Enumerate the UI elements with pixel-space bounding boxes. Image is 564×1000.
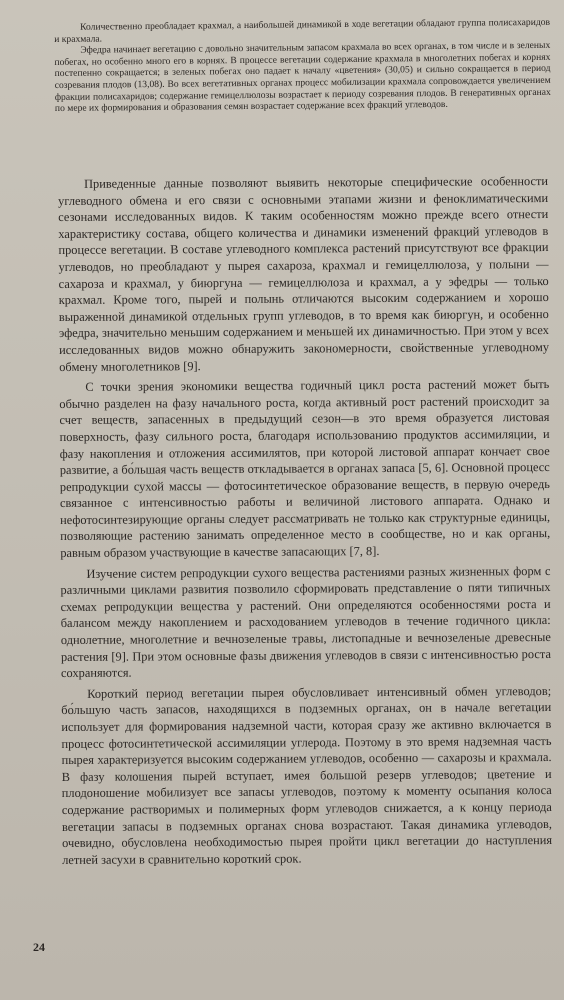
paragraph-1: Приведенные данные позволяют выявить некоторые специфические особенности углеводного обмена и его связи с основными этапами жизни и феноклиматическими сезонами исследованных видов. К таким особенностям можно прежде всего отнести характеристику состава, общего количества и динамики изменений фракций углеводов в процессе вегетации. В составе углеводного комплекса растений присутствуют все фракции углеводов, но преобладают у пырея сахароза, крахмал и гемицеллюлоза, у полыни — сахароза и крахмал, у биюргуна — гемицеллюлоза и крахмал, а у эфедры — только крахмал. Кроме того, пырей и полынь отличаются высоким содержанием и хорошо выраженной динамикой отдельных групп углеводов, в то время как биюргун, и особенно эфедра, значительно меньшим содержанием и меньшей их динамичностью. При этом у всех исследованных видов можно обнаружить закономерности, свойственные углеводному обмену многолетников [9]. xyxy=(58,174,550,374)
paragraph-3: Изучение систем репродукции сухого вещества растениями разных жизненных форм с различными циклами развития позволило сформировать представление о пяти типичных схемах репродукции вещества у растений. Они определяются особенностями роста и балансом между накоплением и расходованием углеводов в течение годичного цикла: однолетние, многолетние и вечнозеленые травы, листопадные и вечнозеленые древесные растения [9]. При этом основные фазы движения углеводов в связи с интенсивностью роста сохраняются. xyxy=(60,563,551,681)
paragraph-2: С точки зрения экономики вещества годичный цикл роста растений может быть обычно разделен на фазу начального роста, когда активный рост растений происходит за счет веществ, запасенных в предыдущий сезон—в это время образуется листовая поверхность, фазу сильного роста, благодаря использованию продуктов ассимиляции, и фазу накопления и отложения ассимилятов, при которой листовой аппарат кончает свое развитие, а бо́льшая часть веществ откладывается в органах запаса [5, 6]. Основной процесс репродукции сухой массы — фотосинтетическое образование веществ, в первую очередь связанное с интенсивностью работы и величиной листового аппарата. Однако и нефотосинтезирующие органы следует рассматривать не только как структурные единицы, позволяющие растению занимать определенное место в сообществе, но и как органы, равным образом участвующие в качестве запасающих [7, 8]. xyxy=(59,377,551,561)
main-text-block xyxy=(58,173,552,872)
small-paragraph-1: Количественно преобладает крахмал, а наибольшей динамикой в ходе вегетации обладают группа полисахаридов и крахмала. xyxy=(54,16,551,45)
page-number: 24 xyxy=(33,940,45,954)
paragraph-4: Короткий период вегетации пырея обусловливает интенсивный обмен углеводов; бо́льшую часть запасов, находящихся в подземных органах, он в начале вегетации использует для формирования надземной части, которая сразу же активно включается в процесс фотосинтетической ассимиляции углерода. Поэтому в это время надземная часть пырея характеризуется высоким содержанием углеводов, особенно — сахарозы и крахмала. В фазу колошения пырей вступает, имея большой резерв углеводов; цветение и плодоношение мобилизует все запасы углеводов, поэтому к моменту осыпания колоса содержание растворимых и полимерных форм углеводов снижается, а к концу периода вегетации запасы в подземных органах снова возрастают. Такая динамика углеводов, очевидно, обусловлена необходимостью пырея пройти цикл вегетации до наступления летней засухи в сравнительно короткий срок. xyxy=(61,683,553,867)
small-print-block xyxy=(54,17,551,115)
small-paragraph-2: Эфедра начинает вегетацию с довольно значительным запасом крахмала во всех органах, в том числе и в зеленых побегах, но особенно много его в корнях. В процессе вегетации содержание крахмала в многолетних побегах и корнях постепенно сокращается; в зеленых побегах оно падает к началу «цветения» (30,05) и сильно сокращается в период созревания плодов (13,08). Во всех вегетативных органах процесс мобилизации крахмала сопровождается увеличением фракции полисахаридов; содержание гемицеллюлозы возрастает к периоду созревания плодов. В генеративных органах по мере их формирования и образования семян возрастает содержание всех фракций углеводов. xyxy=(54,39,551,115)
